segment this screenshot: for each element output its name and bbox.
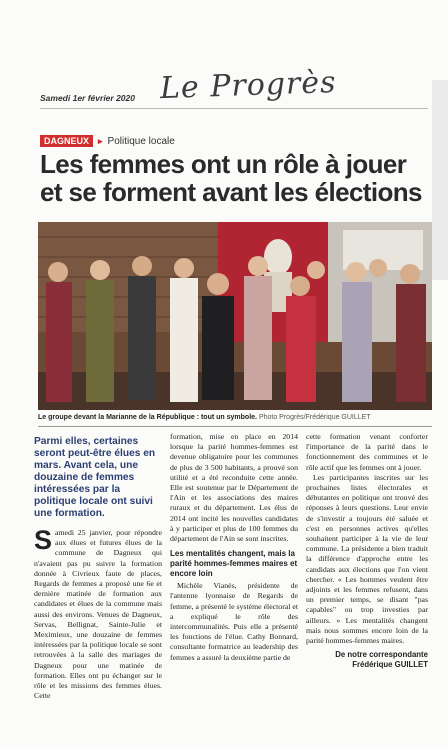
header-divider (40, 108, 428, 109)
article-column-2 (170, 432, 298, 663)
article-paragraph: Les participantes inscrites sur les prochaines listes électorales et débutantes en politique ont trouvé des réponses à leurs questions. Leur envie de s'investir a toujours été saluée et c'est en personnes actives qu'elles souhaitent participer à la vie de leur commune. La présidente a bien traduit la différence d'approche entre les candidats aux élections que l'on vient chercher. « Les hommes veulent être adjoints et les femmes refusent, dans un premier temps, se disant "pas capables" ou trop investies par ailleurs. » Les mentalités changent mais nous sommes encore loin de la parité hommes-femmes maires. (306, 472, 428, 646)
rubric-town: DAGNEUX (40, 135, 93, 147)
article-paragraph: cette formation venant conforter l'importance de la parité dans le fonctionnement des communes et le rôle actif que les femmes ont à jouer. (306, 432, 428, 472)
photo-credit: Photo Progrès/Frédérique GUILLET (258, 414, 371, 421)
article-subhead: Les mentalités changent, mais la parité hommes-femmes maires et encore loin (170, 549, 298, 579)
signature-line-2: Frédérique GUILLET (352, 660, 428, 670)
drop-cap: S (34, 525, 53, 555)
headline-line-1: Les femmes ont un rôle à jouer (40, 149, 407, 179)
article-column-3 (306, 432, 428, 670)
article-column-1 (34, 432, 162, 701)
article-signature (306, 650, 428, 670)
rubric-arrow-icon: ▸ (98, 135, 103, 146)
issue-date: Samedi 1er février 2020 (40, 93, 135, 103)
article-paragraph (34, 525, 162, 701)
paragraph-text: amedi 25 janvier, pour répondre aux élues et futures élues de la commune de Dagneux qui n'avaient pas pu suivre la formation donnée à Civrieux faute de places, Regards de femmes a proposé une 6e et dernière matinée de formation aux candidates et élues de la commune mais aussi des environs. Venues de Dagneux, Servas, Bellignat, Sainte-Julie et Meximieux, une douzaine de femmes intéressées par la politique locale se sont retrouvées à la salle des mariages de Dagneux pour une matinée de formation. Elles ont pu échanger sur le rôle et les missions des femmes élues. Cette (34, 528, 162, 701)
photo-caption (38, 414, 438, 421)
group-photo (38, 222, 432, 410)
headline-line-2: et se forment avant les élections (40, 177, 422, 207)
adjacent-page-edge (432, 80, 448, 280)
article-paragraph: Michèle Vianès, présidente de l'antenne lyonnaise de Regards de femme, a présenté le système électoral et a expliqué le rôle des intercommunalités. Puis elle a présenté les fonctions de l'élue. Cathy Bonnard, consultante formatrice au leadership des femmes a assuré la deuxième partie de (170, 581, 298, 662)
handwritten-newspaper-name: Le Progrès (159, 64, 338, 107)
rubric-topic: Politique locale (107, 135, 175, 147)
rubric (40, 135, 175, 147)
group-photo-illustration (38, 222, 432, 410)
article-lede: Parmi elles, certaines seront peut-être élues en mars. Avant cela, une douzaine de femmes intéressées par la politique locale ont suivi une formation. (34, 436, 156, 519)
caption-divider (38, 426, 432, 427)
caption-text: Le groupe devant la Marianne de la République : tout un symbole. (38, 414, 257, 421)
signature-line-1: De notre correspondante (335, 650, 428, 660)
headline (40, 150, 432, 206)
article-paragraph: formation, mise en place en 2014 lorsque la parité hommes-femmes est devenue obligatoire pour les communes de plus de 3 500 habitants, a prouvé son utilité et a été reconduite cette année. Elle est soutenue par le Département de l'Ain et les associations des maires ruraux et du département. Les élus de 2014 ont incité les nouvelles candidates à y participer et plus de 100 femmes du département de l'Ain se sont inscrites. (170, 432, 298, 544)
